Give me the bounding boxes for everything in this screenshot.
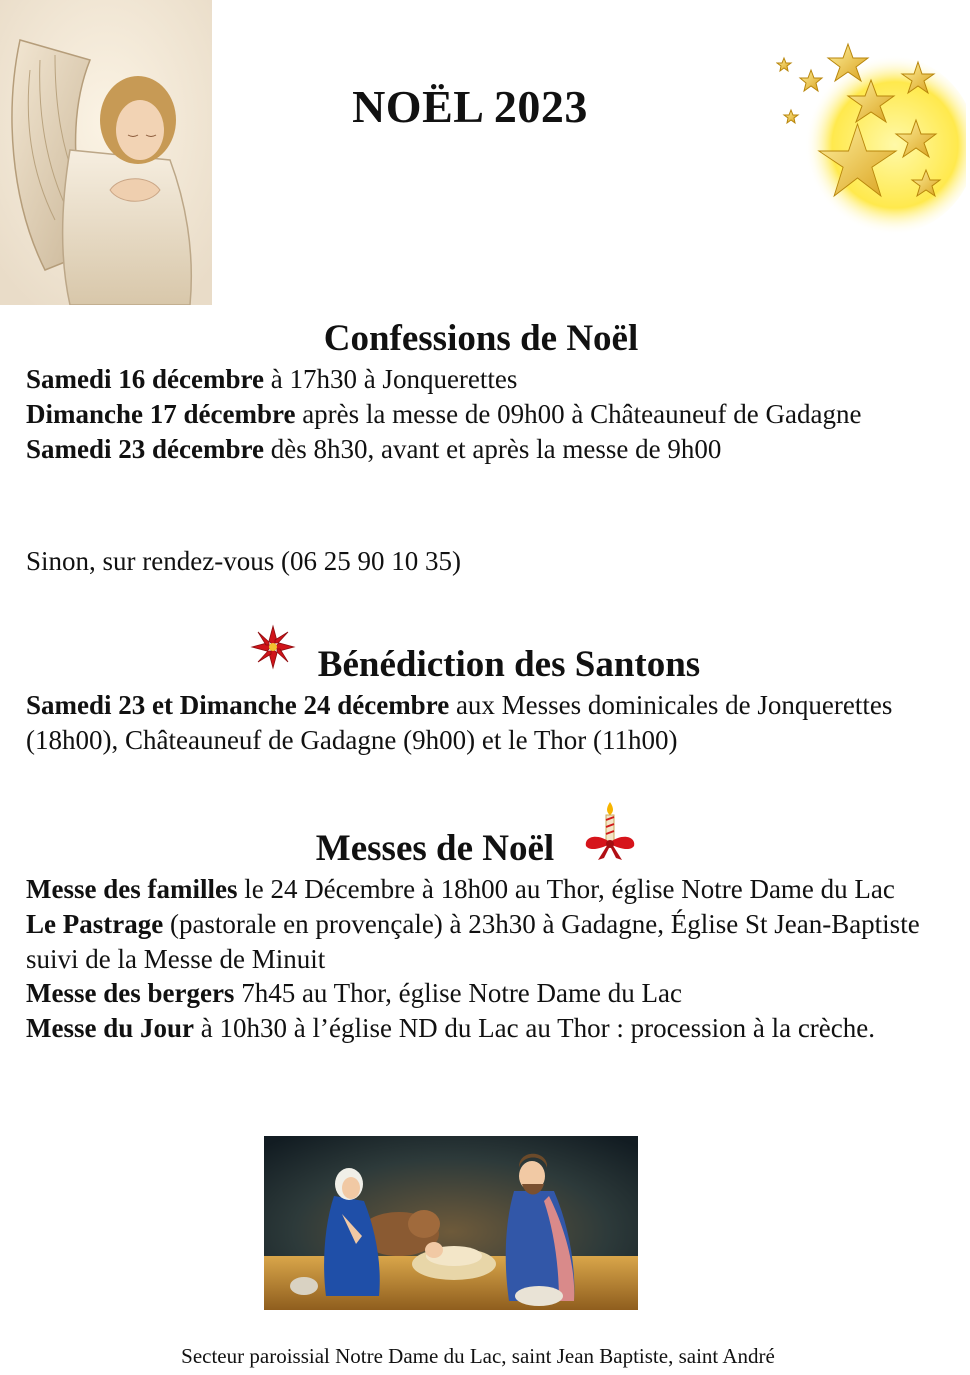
messe-item [26,872,946,907]
confession-details: à 17h30 à Jonquerettes [263,364,518,394]
messes-list [26,872,946,1046]
messe-details: à 10h30 à l’église ND du Lac au Thor : procession à la crèche. [194,1013,875,1044]
benediction-heading: Bénédiction des Santons [317,644,701,685]
nativity-scene-image [264,1136,638,1310]
confession-date: Dimanche 17 décembre [26,398,296,429]
confession-date: Samedi 16 décembre [26,364,264,394]
messe-item [26,976,946,1011]
confession-details: après la messe de 09h00 à Châteauneuf de Gadagne [295,398,862,429]
page-title: NOËL 2023 [352,81,588,132]
messe-item [26,907,946,977]
confession-item [26,362,946,397]
angel-illustration [0,0,212,305]
stars-illustration [776,40,966,240]
benediction-dates: Samedi 23 et Dimanche 24 décembre [26,690,450,720]
confession-date: Samedi 23 décembre [26,433,264,464]
messe-details: (pastorale en provençale) à 23h30 à Gadagne, Église St Jean-Baptiste suivi de la Messe de Minuit [26,908,920,974]
appointment-note: Sinon, sur rendez-vous (06 25 90 10 35) [26,546,461,576]
footer-text: Secteur paroissial Notre Dame du Lac, saint Jean Baptiste, saint André [181,1344,775,1368]
confessions-list [26,362,946,466]
messe-details: le 24 Décembre à 18h00 au Thor, église Notre Dame du Lac [237,874,895,904]
messe-details: 7h45 au Thor, église Notre Dame du Lac [234,978,682,1009]
confession-item [26,432,946,467]
benediction-details: aux Messes dominicales de Jonquerettes (18h00), Châteauneuf de Gadagne (9h00) et le Thor (11h00) [26,690,893,755]
benediction-text [26,688,946,758]
messe-name: Le Pastrage [26,908,164,939]
benediction-item [26,688,946,758]
messe-item [26,1011,946,1046]
messe-name: Messe des familles [26,874,238,904]
candle-icon [580,800,640,862]
confession-details: dès 8h30, avant et après la messe de 9h00 [263,433,722,464]
messe-name: Messe du Jour [26,1013,194,1044]
messe-name: Messe des bergers [26,978,235,1009]
confessions-heading: Confessions de Noël [323,318,639,359]
confession-item [26,397,946,432]
messes-heading: Messes de Noël [315,828,555,869]
